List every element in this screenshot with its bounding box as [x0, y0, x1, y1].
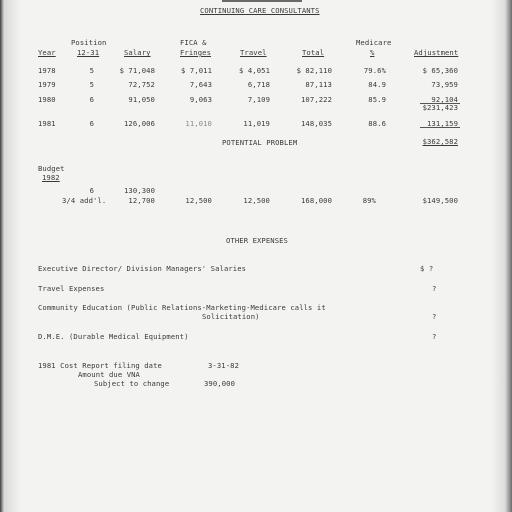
header-fica-bottom: Fringes [180, 48, 211, 57]
row-position: 6 [89, 119, 94, 128]
budget-fica: 12,500 [185, 196, 212, 205]
budget-adjustment: $149,500 [422, 196, 458, 205]
cost-report-subject-label: Subject to change [94, 379, 170, 388]
row-position: 5 [89, 66, 94, 75]
row-travel: 6,718 [247, 80, 270, 89]
row-medicare: 88.6 [368, 119, 386, 128]
row-fica: $ 7,011 [181, 66, 212, 75]
row-salary: $ 71,048 [119, 66, 155, 75]
budget-total: 168,000 [301, 196, 332, 205]
expense-item-value: ? [432, 332, 437, 341]
row-year: 1979 [38, 80, 56, 89]
header-position-bottom: 12-31 [77, 48, 100, 57]
expense-item-value: ? [432, 284, 437, 293]
row-year: 1978 [38, 66, 56, 75]
expense-item-value: ? [432, 312, 437, 321]
expense-item-label-continued: Solicitation) [202, 312, 260, 321]
cost-report-filing-date: 3-31-82 [208, 361, 239, 370]
expense-item-label: Travel Expenses [38, 284, 105, 293]
budget-salary: 130,300 [124, 186, 155, 195]
row-adjustment: 92,104 [431, 95, 458, 104]
row-travel: 7,109 [247, 95, 270, 104]
total-rule [420, 127, 460, 128]
budget-position: 6 [89, 186, 94, 195]
row-fica: 7,643 [189, 80, 212, 89]
row-travel: $ 4,051 [239, 66, 270, 75]
row-total: $ 82,110 [296, 66, 332, 75]
header-adjustment: Adjustment [414, 48, 459, 57]
other-expenses-heading: OTHER EXPENSES [226, 236, 288, 245]
row-salary: 72,752 [128, 80, 155, 89]
budget-additional-salary: 12,700 [128, 196, 155, 205]
expense-item-label: D.M.E. (Durable Medical Equipment) [38, 332, 189, 341]
row-total: 87,113 [305, 80, 332, 89]
header-position-top: Position [71, 38, 107, 47]
row-travel: 11,019 [243, 119, 270, 128]
row-position: 5 [89, 80, 94, 89]
row-position: 6 [89, 95, 94, 104]
row-total: 148,035 [301, 119, 332, 128]
cost-report-amount-value: 390,000 [204, 379, 235, 388]
expense-item-label: Community Education (Public Relations-Marketing-Medicare calls it [38, 303, 326, 312]
row-year: 1981 [38, 119, 56, 128]
header-year: Year [38, 48, 56, 57]
row-adjustment: 73,959 [431, 80, 458, 89]
row-salary: 126,006 [124, 119, 155, 128]
header-medicare-top: Medicare [356, 38, 392, 47]
row-fica: 11,010 [185, 119, 212, 128]
budget-label: Budget [38, 164, 65, 173]
header-fica-top: FICA & [180, 38, 207, 47]
row-medicare: 85.9 [368, 95, 386, 104]
grand-total: $362,582 [422, 137, 458, 146]
row-adjustment: $ 65,360 [422, 66, 458, 75]
row-year: 1980 [38, 95, 56, 104]
budget-year: 1982 [42, 173, 60, 182]
row-medicare: 84.9 [368, 80, 386, 89]
header-salary: Salary [124, 48, 151, 57]
budget-travel: 12,500 [243, 196, 270, 205]
row-total: 107,222 [301, 95, 332, 104]
budget-medicare: 89% [362, 196, 376, 205]
subtotal-1980: $231,423 [422, 103, 458, 112]
row-medicare: 79.6% [363, 66, 386, 75]
row-salary: 91,050 [128, 95, 155, 104]
header-total: Total [302, 48, 325, 57]
cost-report-amount-label: Amount due VNA [78, 370, 140, 379]
top-rule [222, 0, 302, 2]
row-fica: 9,063 [189, 95, 212, 104]
header-medicare-bottom: % [370, 48, 375, 57]
header-travel: Travel [240, 48, 267, 57]
expense-item-label: Executive Director/ Division Managers' Salaries [38, 264, 247, 273]
expense-item-value: $ ? [420, 264, 434, 273]
potential-problem-label: POTENTIAL PROBLEM [222, 138, 298, 147]
budget-additional-position: 3/4 add'l. [62, 196, 107, 205]
document-title: CONTINUING CARE CONSULTANTS [200, 6, 320, 15]
cost-report-filing-label: 1981 Cost Report filing date [38, 361, 162, 370]
row-adjustment: 131,159 [427, 119, 458, 128]
